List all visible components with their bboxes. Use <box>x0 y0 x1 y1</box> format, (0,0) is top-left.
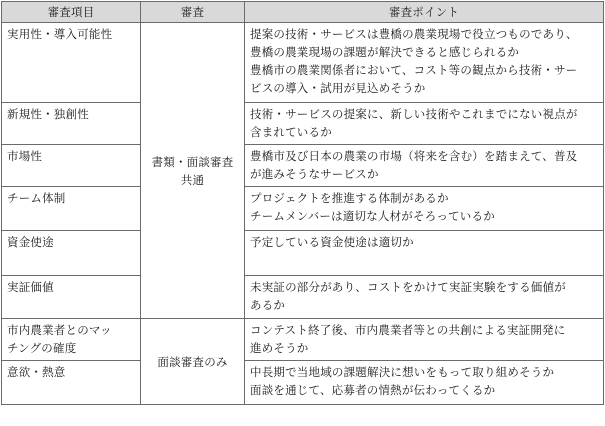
point-line: チームメンバーは適切な人材がそろっているか <box>250 209 495 223</box>
item-line: 市内農業者とのマッ <box>7 323 112 337</box>
table-row <box>2 145 604 187</box>
point-line: あるか <box>250 298 286 312</box>
point-line: 提案の技術・サービスは豊橋の農業現場で役立つものであり、 <box>250 27 578 41</box>
table-row <box>2 231 604 276</box>
point-line: 豊橋の農業現場の課題が解決できると感じられるか <box>250 45 520 59</box>
points-cell <box>245 145 604 187</box>
interview-review-cell: 面談審査のみ <box>141 319 245 405</box>
item-cell <box>2 319 141 361</box>
table-row <box>2 103 604 145</box>
point-line: 中長期で当地域の課題解決に想いをもって取り組めそうか <box>250 365 555 379</box>
header-points: 審査ポイント <box>245 2 604 23</box>
table-row <box>2 23 604 103</box>
point-line: 豊橋市の農業関係者において、コスト等の観点から技術・サー <box>250 63 578 77</box>
point-line: が進みそうなサービスか <box>250 167 379 181</box>
header-review: 審査 <box>141 2 245 23</box>
point-line: 技術・サービスの提案に、新しい技術やこれまでにない視点が <box>250 107 578 121</box>
points-cell <box>245 319 604 361</box>
points-cell <box>245 276 604 319</box>
common-review-label: 共通 <box>180 172 205 187</box>
point-line: 面談を通じて、応募者の情熱が伝わってくるか <box>250 383 496 397</box>
table-header-row <box>2 2 604 23</box>
table-row <box>2 187 604 231</box>
item-cell: 意欲・熱意 <box>2 361 141 405</box>
points-cell <box>245 231 604 276</box>
evaluation-criteria-table <box>1 1 604 405</box>
point-line: 未実証の部分があり、コストをかけて実証実験をする価値が <box>250 280 566 294</box>
table-row <box>2 361 604 405</box>
point-line: 含まれているか <box>250 125 332 139</box>
common-review-cell <box>141 23 245 319</box>
item-cell: 市場性 <box>2 145 141 187</box>
item-cell: 新規性・独創性 <box>2 103 141 145</box>
point-line: 豊橋市及び日本の農業の市場（将来を含む）を踏まえて、普及 <box>250 149 578 163</box>
item-cell: 実証価値 <box>2 276 141 319</box>
table-row <box>2 276 604 319</box>
point-line: 進めそうか <box>250 341 309 355</box>
common-review-label: 書類・面談審査 <box>151 154 234 169</box>
points-cell <box>245 103 604 145</box>
point-line: コンテスト終了後、市内農業者等との共創による実証開発に <box>250 323 566 337</box>
item-line: チングの確度 <box>7 341 77 355</box>
points-cell <box>245 361 604 405</box>
points-cell <box>245 23 604 103</box>
item-cell: 実用性・導入可能性 <box>2 23 141 103</box>
item-cell: チーム体制 <box>2 187 141 231</box>
point-line: ビスの導入・試用が見込めそうか <box>250 81 426 95</box>
point-line: 予定している資金使途は適切か <box>250 235 414 249</box>
item-cell: 資金使途 <box>2 231 141 276</box>
table-row <box>2 319 604 361</box>
header-item: 審査項目 <box>2 2 141 23</box>
point-line: プロジェクトを推進する体制があるか <box>250 191 449 205</box>
points-cell <box>245 187 604 231</box>
